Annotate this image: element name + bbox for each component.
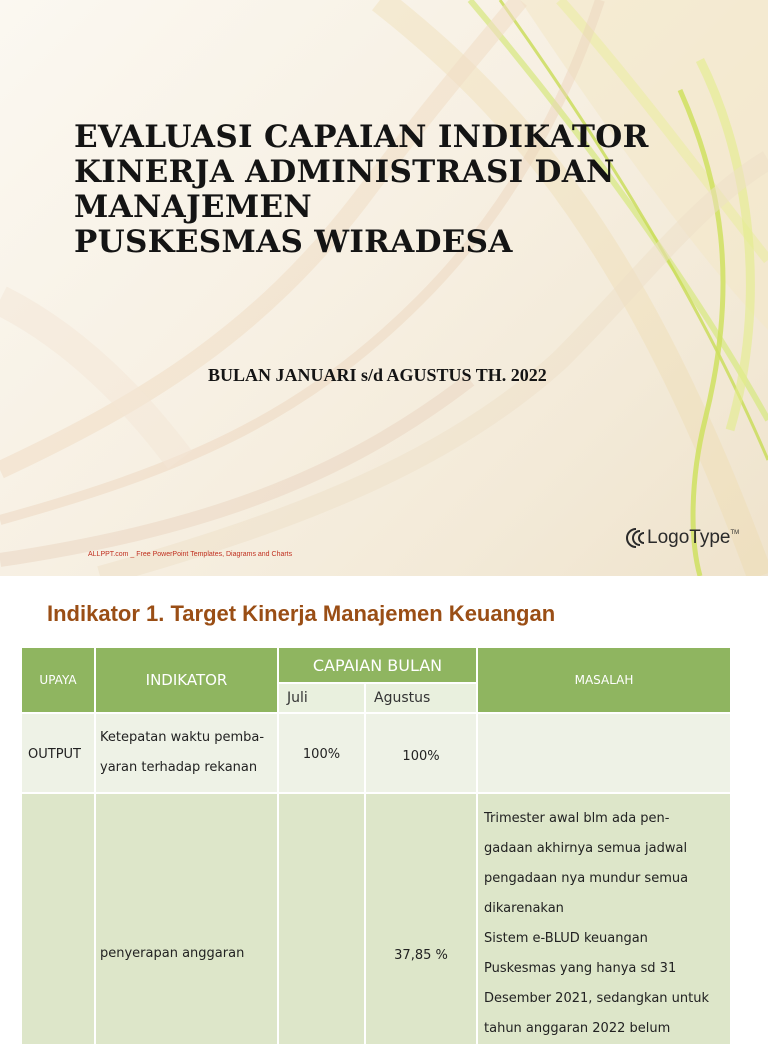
table-header-row xyxy=(21,647,731,683)
table-row xyxy=(21,713,731,793)
footer-link[interactable]: ALLPPT.com _ Free PowerPoint Templates, Diagrams and Charts xyxy=(88,551,293,558)
cell-text-line: Ketepatan waktu pemba- xyxy=(100,730,265,745)
masalah-line: Trimester awal blm ada pen- xyxy=(484,811,670,826)
slide-heading: Indikator 1. Target Kinerja Manajemen Keuangan xyxy=(47,601,556,626)
masalah-line: dikarenakan xyxy=(484,901,564,916)
cell-indikator xyxy=(95,713,278,793)
table-row xyxy=(21,793,731,1045)
cell-juli xyxy=(278,793,365,1045)
logo xyxy=(627,527,739,549)
concentric-arcs-icon xyxy=(627,527,647,549)
masalah-line: Puskesmas yang hanya sd 31 xyxy=(484,961,677,976)
cell-text-line: penyerapan anggaran xyxy=(100,946,245,961)
header-capaian-bulan: CAPAIAN BULAN xyxy=(278,647,477,683)
header-masalah: MASALAH xyxy=(477,647,731,713)
cell-juli: 100% xyxy=(278,713,365,793)
cell-agustus: 100% xyxy=(365,713,477,793)
masalah-line: gadaan akhirnya semua jadwal xyxy=(484,841,688,856)
header-upaya: UPAYA xyxy=(21,647,95,713)
slide-title: EVALUASI CAPAIAN INDIKATOR KINERJA ADMINISTRASI DAN MANAJEMEN PUSKESMAS WIRADESA xyxy=(74,119,649,260)
kinerja-table xyxy=(20,646,732,1046)
masalah-line: Desember 2021, sedangkan untuk xyxy=(484,991,709,1006)
cell-masalah xyxy=(477,713,731,793)
cell-value: 37,85 % xyxy=(394,948,448,963)
cell-agustus xyxy=(365,793,477,1045)
masalah-line: Sistem e-BLUD keuangan xyxy=(484,931,648,946)
cell-upaya xyxy=(21,793,95,1045)
masalah-line: pengadaan nya mundur semua xyxy=(484,871,689,886)
table-slide xyxy=(0,576,768,1036)
cell-masalah xyxy=(477,793,731,1045)
logo-trademark: TM xyxy=(730,530,740,536)
masalah-line: tahun anggaran 2022 belum xyxy=(484,1021,671,1036)
logo-text: LogoType xyxy=(647,527,731,548)
header-indikator: INDIKATOR xyxy=(95,647,278,713)
header-month-juli: Juli xyxy=(278,683,365,713)
cell-upaya: OUTPUT xyxy=(21,713,95,793)
cell-text-line: yaran terhadap rekanan xyxy=(100,760,258,775)
cell-indikator xyxy=(95,793,278,1045)
slide-subtitle: BULAN JANUARI s/d AGUSTUS TH. 2022 xyxy=(208,365,547,385)
header-month-agustus: Agustus xyxy=(365,683,477,713)
